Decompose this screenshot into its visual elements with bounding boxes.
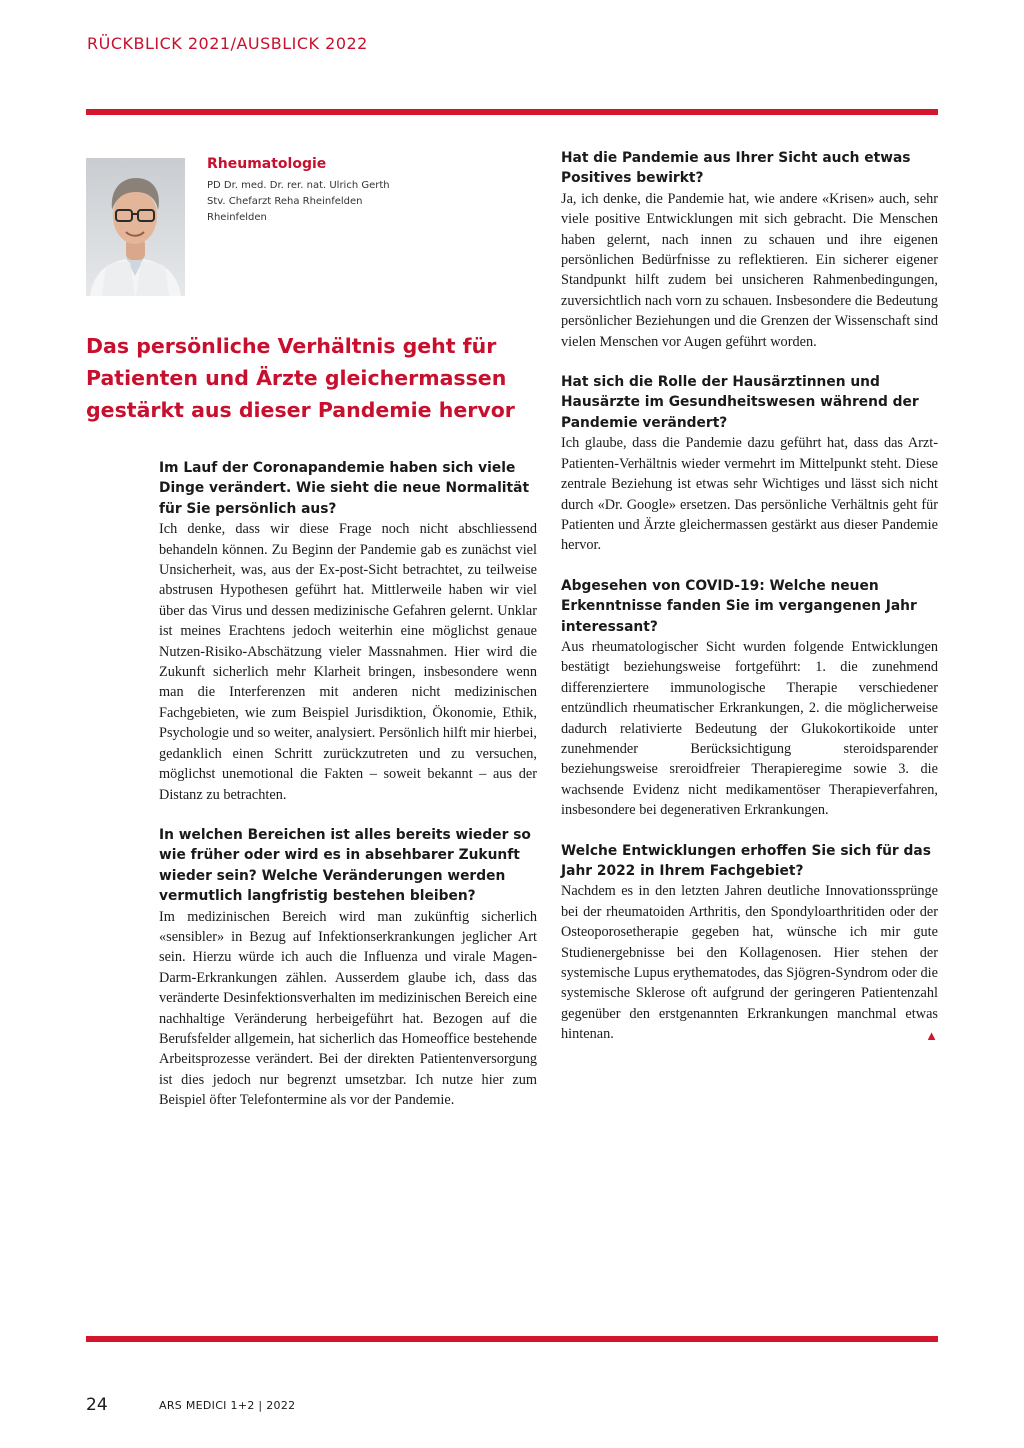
interview-answer: Ich glaube, dass die Pandemie dazu geführt hat, dass das Arzt-Patienten-Verhältnis wieder vermehrt im Mittelpunkt steht. Diese zentrale Beziehung ist etwas sehr Wichtiges und lässt sich nicht durch «Dr. Google» ersetzen. Das persönliche Verhältnis geht für Patienten und Ärzte gleichermassen gestärkt aus dieser Pandemie hervor. bbox=[561, 435, 938, 554]
end-mark-icon: ▲ bbox=[925, 1028, 938, 1044]
interview-answer: Aus rheumatologischer Sicht wurden folgende Entwicklungen bestätigt beziehungsweise fortgeführt: 1. die zunehmend differenziertere immunologische Therapie verschiedener entzündlich rheumatischer Erkrankungen, 2. die möglicherweise dadurch relativierte Bedeutung der Glukokortikoide unter zunehmender Berücksichtigung steroidsparender beziehungsweise sreroidfreier Therapieregime sowie 3. die wachsende Evidenz nicht medikamentöser Therapieverfahren, insbesondere bei degenerativen Erkrankungen. bbox=[561, 638, 938, 819]
author-photo bbox=[86, 158, 185, 296]
interview-answer: Im medizinischen Bereich wird man zukünftig sicherlich «sensibler» in Bezug auf Infektionserkrankungen jeglicher Art sein. Hierzu würde ich auch die Influenza und virale Magen-Darm-Erkrankungen zählen. Ausserdem glaube ich, dass das veränderte Desinfektionsverhalten im medizinischen Bereich eine nachhaltige Veränderung herbeigeführt hat. Bezogen auf die Berufsfelder allgemein, hat sicherlich das Homeoffice bestehende Arbeitsprozesse verändert. Bei der direkten Patientenversorgung ist dies jedoch nur begrenzt umsetzbar. Ich nutze hier zum Beispiel öfter Telefontermine als vor der Pandemie. bbox=[159, 908, 537, 1109]
interview-answer: Ich denke, dass wir diese Frage noch nicht abschliessend behandeln können. Zu Beginn der Pandemie gab es zunächst viel Unsicherheit, was, aus der Ex-post-Sicht betrachtet, zu teilweise abstrusen Hypothesen geführt hat. Mittlerweile haben wir viel über das Virus und dessen medizinische Gefahren gelernt. Unklar ist meines Erachtens jedoch weiterhin eine möglichst genaue Nutzen-Risiko-Abschätzung vieler Massnahmen. Hier wird die Zukunft sicherlich mehr Klarheit bringen, insbesondere wenn man die Interferenzen mit anderen nicht medizinischen Fachgebieten, wie zum Beispiel Jurisdiktion, Ökonomie, Ethik, Psychologie und so weiter, analysiert. Persönlich hilft mir hierbei, gedanklich einen Schritt zurückzutreten und zu versuchen, möglichst unemotional die Fakten – soweit bekannt – aus der Distanz zu betrachten. bbox=[159, 521, 537, 803]
top-rule bbox=[86, 109, 938, 115]
section-header: RÜCKBLICK 2021/AUSBLICK 2022 bbox=[87, 34, 368, 53]
author-location: Rheinfelden bbox=[207, 212, 267, 223]
bottom-rule bbox=[86, 1336, 938, 1342]
author-position: Stv. Chefarzt Reha Rheinfelden bbox=[207, 196, 363, 207]
right-column bbox=[561, 148, 938, 1047]
interview-question: Welche Entwicklungen erhoffen Sie sich für das Jahr 2022 in Ihrem Fachgebiet? bbox=[561, 842, 931, 879]
interview-question: Abgesehen von COVID-19: Welche neuen Erkenntnisse fanden Sie im vergangenen Jahr interessant? bbox=[561, 577, 917, 635]
interview-answer: Ja, ich denke, die Pandemie hat, wie andere «Krisen» auch, sehr viele positive Entwicklungen mit sich gebracht. Die Menschen haben gelernt, nach innen zu schauen und ihre eigenen persönlichen Bedürfnisse zu reflektieren. Ein sicherer eigener Standpunkt hilft zudem bei unsicheren Rahmenbedingungen, zuversichtlich nach vorn zu schauen. Insbesondere die Bedeutung persönlicher Beziehungen und die Grenzen der Wissenschaft sind vielen Menschen vor Augen geführt worden. bbox=[561, 190, 938, 350]
page-number: 24 bbox=[86, 1395, 108, 1415]
author-name: PD Dr. med. Dr. rer. nat. Ulrich Gerth bbox=[207, 180, 390, 191]
interview-question: In welchen Bereichen ist alles bereits wieder so wie früher oder wird es in absehbarer Zukunft wieder sein? Welche Veränderungen werden vermutlich langfristig bestehen bleiben? bbox=[159, 826, 531, 905]
article-headline: Das persönliche Verhältnis geht für Patienten und Ärzte gleichermassen gestärkt aus dieser Pandemie hervor bbox=[86, 334, 515, 422]
department-label: Rheumatologie bbox=[207, 156, 327, 172]
author-byline bbox=[207, 156, 527, 226]
interview-question: Im Lauf der Coronapandemie haben sich viele Dinge verändert. Wie sieht die neue Normalität für Sie persönlich aus? bbox=[159, 460, 530, 517]
interview-question: Hat sich die Rolle der Hausärztinnen und Hausärzte im Gesundheitswesen während der Pandemie verändert? bbox=[561, 374, 919, 431]
interview-answer: Nachdem es in den letzten Jahren deutliche Innovationssprünge bei der rheumatoiden Arthritis, den Spondyloarthritiden oder der Osteoporosetherapie gegeben hat, wünsche ich mir gute Studienergebnisse bei den Kollagenosen. Hier stehen der systemische Lupus erythematodes, das Sjögren-Syndrom oder die systemische Sklerose oft aufgrund der geringeren Patientenzahl gegenüber den erstgenannten Erkrankungen manchmal etwas hintenan. bbox=[561, 883, 938, 1043]
interview-question: Hat die Pandemie aus Ihrer Sicht auch etwas Positives bewirkt? bbox=[561, 150, 911, 187]
journal-issue: ARS MEDICI 1+2 | 2022 bbox=[159, 1399, 296, 1412]
left-column bbox=[159, 458, 537, 1111]
